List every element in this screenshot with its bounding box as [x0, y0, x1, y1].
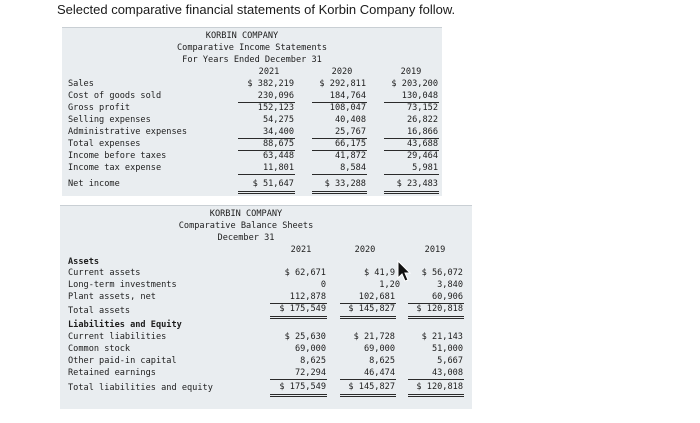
liability-row-2021: 69,000	[294, 344, 326, 354]
income-row-2019: $ 23,483	[396, 179, 438, 189]
liability-row-2020: $ 145,827	[348, 382, 395, 392]
balance-period: December 31	[217, 233, 275, 243]
income-row-label: Sales	[68, 79, 94, 89]
income-title: Comparative Income Statements	[176, 43, 328, 53]
liability-row-2019: $ 21,143	[421, 332, 463, 342]
liability-row-label: Current liabilities	[68, 332, 167, 342]
underline	[312, 174, 367, 175]
income-row-2019: 130,048	[401, 91, 438, 101]
income-row-label: Cost of goods sold	[68, 91, 162, 101]
underline	[270, 379, 327, 380]
income-row-2021: $ 51,647	[252, 179, 294, 189]
liability-row-label: Other paid-in capital	[68, 356, 177, 366]
asset-row-2020: 1,20	[379, 280, 400, 290]
income-row-2021: 54,275	[262, 115, 294, 125]
double-underline	[312, 191, 367, 194]
income-row-2019: 73,152	[406, 103, 438, 113]
underline	[408, 379, 464, 380]
income-row-2021: 152,123	[257, 103, 294, 113]
asset-row-label: Current assets	[68, 268, 141, 278]
double-underline	[408, 316, 464, 319]
income-year-2019: 2019	[400, 67, 422, 77]
asset-row-2019: 3,840	[437, 280, 463, 290]
income-row-label: Selling expenses	[68, 115, 151, 125]
income-row-2021: $ 382,219	[247, 79, 294, 89]
liability-row-2019: 51,000	[431, 344, 463, 354]
double-underline	[238, 191, 295, 194]
income-row-2020: 108,047	[329, 103, 366, 113]
income-row-2021: 88,675	[262, 139, 294, 149]
income-statement-panel	[62, 27, 442, 196]
income-row-2020: $ 292,811	[319, 79, 366, 89]
liability-row-2020: $ 21,728	[353, 332, 395, 342]
income-year-2021: 2021	[258, 67, 280, 77]
asset-row-2021: 0	[320, 280, 326, 290]
income-row-label: Income tax expense	[68, 163, 162, 173]
income-row-2019: 5,981	[412, 163, 438, 173]
asset-row-2020: $ 41,9	[363, 268, 395, 278]
mouse-cursor-icon	[397, 260, 411, 282]
double-underline	[270, 316, 327, 319]
income-row-2019: 29,464	[406, 151, 438, 161]
income-row-label: Income before taxes	[68, 151, 167, 161]
liability-row-2021: $ 175,549	[279, 382, 326, 392]
balance-year-2020: 2020	[354, 245, 376, 255]
liability-row-2020: 69,000	[363, 344, 395, 354]
double-underline	[270, 394, 327, 397]
income-row-2021: 63,448	[262, 151, 294, 161]
balance-title: Comparative Balance Sheets	[178, 221, 314, 231]
liability-row-2020: 46,474	[363, 368, 395, 378]
underline	[340, 379, 396, 380]
balance-year-2019: 2019	[424, 245, 446, 255]
liability-row-2019: 5,667	[437, 356, 463, 366]
underline	[384, 174, 439, 175]
income-row-2020: 25,767	[334, 127, 366, 137]
income-row-label: Total expenses	[68, 139, 141, 149]
liability-row-2021: 8,625	[300, 356, 326, 366]
asset-row-2019: $ 120,818	[416, 304, 463, 314]
income-row-2020: 66,175	[334, 139, 366, 149]
asset-row-2019: 60,906	[431, 292, 463, 302]
asset-row-label: Plant assets, net	[68, 292, 156, 302]
asset-row-label: Long-term investments	[68, 280, 177, 290]
income-row-2019: 16,866	[406, 127, 438, 137]
income-row-2021: 230,096	[257, 91, 294, 101]
balance-company-name: KORBIN COMPANY	[209, 209, 283, 219]
balance-year-2021: 2021	[290, 245, 312, 255]
asset-row-2020: $ 145,827	[348, 304, 395, 314]
liability-row-2020: 8,625	[369, 356, 395, 366]
asset-row-2021: 112,878	[289, 292, 326, 302]
income-row-2019: 26,822	[406, 115, 438, 125]
asset-row-2021: $ 62,671	[284, 268, 326, 278]
income-row-label: Administrative expenses	[68, 127, 187, 137]
income-row-2020: 41,872	[334, 151, 366, 161]
income-year-2020: 2020	[331, 67, 353, 77]
liability-row-2021: $ 25,630	[284, 332, 326, 342]
asset-row-label: Total assets	[68, 306, 131, 316]
income-period: For Years Ended December 31	[182, 55, 322, 65]
double-underline	[408, 394, 464, 397]
asset-row-2020: 102,681	[358, 292, 395, 302]
income-row-label: Net income	[68, 179, 120, 189]
double-underline	[340, 316, 396, 319]
liability-row-label: Total liabilities and equity	[68, 383, 213, 393]
liability-row-2019: 43,008	[431, 368, 463, 378]
liability-row-label: Common stock	[68, 344, 131, 354]
asset-row-2019: $ 56,072	[421, 268, 463, 278]
double-underline	[340, 394, 396, 397]
income-row-2021: 34,400	[262, 127, 294, 137]
income-row-2020: 8,584	[340, 163, 366, 173]
underline	[238, 174, 295, 175]
income-row-2021: 11,801	[262, 163, 294, 173]
income-company-name: KORBIN COMPANY	[205, 31, 279, 41]
asset-row-2021: $ 175,549	[279, 304, 326, 314]
liability-row-2021: 72,294	[294, 368, 326, 378]
double-underline	[384, 191, 439, 194]
liability-row-2019: $ 120,818	[416, 382, 463, 392]
assets-heading: Assets	[68, 257, 100, 267]
income-row-2020: 184,764	[329, 91, 366, 101]
balance-sheet-panel	[60, 205, 472, 409]
liabilities-heading: Liabilities and Equity	[68, 320, 182, 330]
income-row-label: Gross profit	[68, 103, 131, 113]
income-row-2019: $ 203,200	[391, 79, 438, 89]
income-row-2020: 40,408	[334, 115, 366, 125]
liability-row-label: Retained earnings	[68, 368, 156, 378]
instruction-text: Selected comparative financial statements of Korbin Company follow.	[57, 2, 456, 17]
income-row-2020: $ 33,288	[324, 179, 366, 189]
income-row-2019: 43,688	[406, 139, 438, 149]
